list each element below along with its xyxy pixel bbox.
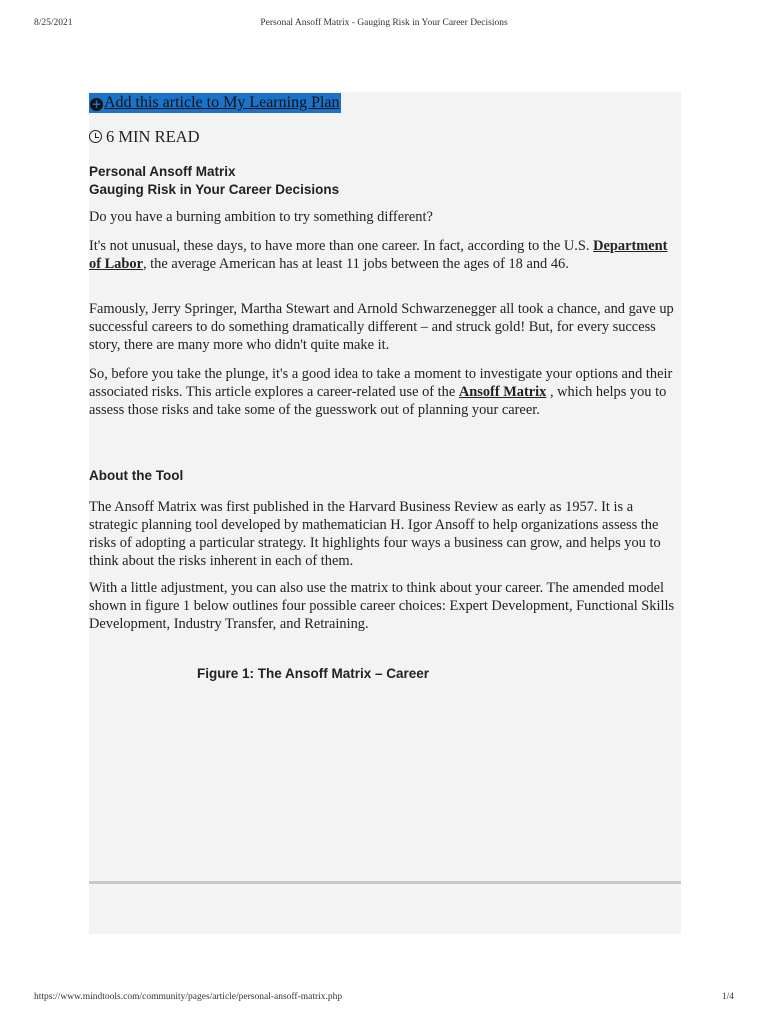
paragraph-4 <box>89 365 679 419</box>
print-header <box>0 18 768 32</box>
paragraph-1: Do you have a burning ambition to try something different? <box>89 209 433 225</box>
plan-link-label: Add this article to My Learning Plan <box>104 94 340 111</box>
paragraph-2 <box>89 237 679 273</box>
print-url: https://www.mindtools.com/community/pages/article/personal-ansoff-matrix.php <box>34 992 343 1002</box>
print-page-number: 1/4 <box>721 992 734 1002</box>
print-page-title: Personal Ansoff Matrix - Gauging Risk in Your Career Decisions <box>260 18 508 28</box>
print-date: 8/25/2021 <box>34 18 73 28</box>
paragraph-2-text-a: It's not unusual, these days, to have more than one career. In fact, according to the U.S. <box>89 238 594 254</box>
divider <box>89 881 681 884</box>
add-to-learning-plan-link[interactable] <box>89 93 341 113</box>
plus-circle-icon: + <box>91 97 102 111</box>
article-heading <box>89 163 681 199</box>
paragraph-3: Famously, Jerry Springer, Martha Stewart and Arnold Schwarzenegger all took a chance, and gave up successful careers to do something dramatically different – and struck gold! But, for every success story, there are many more who didn't quite make it. <box>89 301 674 353</box>
paragraph-4-text-b: , which helps you to assess those risks and take some of the guesswork out of planning your career. <box>89 384 667 418</box>
read-time-label: 6 MIN READ <box>106 127 200 146</box>
paragraph-4-text-a: So, before you take the plunge, it's a good idea to take a moment to investigate your options and their associated risks. This article explores a career-related use of the <box>89 366 673 400</box>
paragraph-6: With a little adjustment, you can also use the matrix to think about your career. The amended model shown in figure 1 below outlines four possible career choices: Expert Development, Functional Skills Development, Industry Transfer, and Retraining. <box>89 580 675 632</box>
paragraph-2-text-b: , the average American has at least 11 jobs between the ages of 18 and 46. <box>142 256 569 272</box>
article-content <box>89 92 681 934</box>
article-subtitle: Gauging Risk in Your Career Decisions <box>89 182 340 197</box>
read-time <box>89 127 200 147</box>
paragraph-5: The Ansoff Matrix was first published in the Harvard Business Review as early as 1957. It is a strategic planning tool developed by mathematician H. Igor Ansoff to help organizations assess the risks of adopting a particular strategy. It highlights four ways a business can grow, and helps you to think about the risks inherent in each of them. <box>89 499 661 569</box>
print-footer <box>0 992 768 1006</box>
article-title: Personal Ansoff Matrix <box>89 164 236 179</box>
department-of-labor-link[interactable]: Department of Labor <box>89 238 668 272</box>
section-heading-about-the-tool: About the Tool <box>89 468 184 483</box>
ansoff-matrix-link[interactable]: Ansoff Matrix <box>458 384 547 400</box>
figure-image-placeholder <box>89 692 681 880</box>
clock-icon <box>89 130 102 143</box>
figure-caption: Figure 1: The Ansoff Matrix – Career <box>197 666 430 681</box>
